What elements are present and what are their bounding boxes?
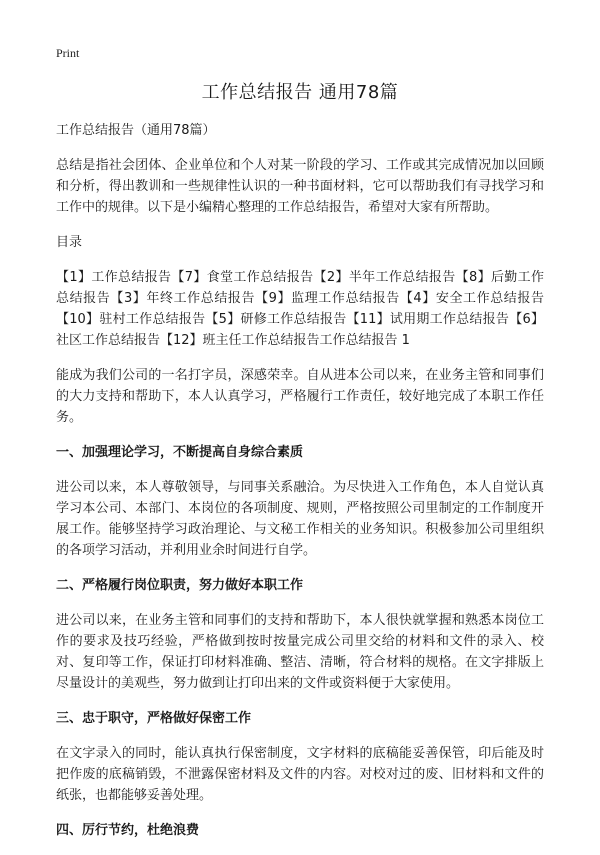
section-heading-3: 三、忠于职守，严格做好保密工作 [56, 711, 252, 726]
toc-list: 【1】工作总结报告【7】食堂工作总结报告【2】半年工作总结报告【8】后勤工作总结报告【3】年终工作总结报告【9】监理工作总结报告【4】安全工作总结报告【10】驻村工作总结报告【5】研修工作总结报告【11】试用期工作总结报告【6】社区工作总结报告【12】班主任工作总结报告工作总结报告 1 [56, 270, 544, 348]
intro-paragraph: 总结是指社会团体、企业单位和个人对某一阶段的学习、工作或其完成情况加以回顾和分析，得出教训和一些规律性认识的一种书面材料，它可以帮助我们有寻找学习和工作中的规律。以下是小编精心整理的工作总结报告，希望对大家有所帮助。 [56, 158, 544, 215]
section-body-2: 进公司以来，在业务主管和同事们的支持和帮助下，本人很快就掌握和熟悉本岗位工作的要求及技巧经验，严格做到按时按量完成公司里交给的材料和文件的录入、校对、复印等工作，保证打印材料准确、整洁、清晰，符合材料的规格。在文字排版上尽量设计的美观些，努力做到让打印出来的文件或资料便于大家使用。 [56, 613, 544, 691]
toc-heading: 目录 [56, 235, 83, 250]
document-subtitle: 工作总结报告（通用78篇） [56, 123, 216, 138]
document-body [56, 120, 544, 855]
document-title: 工作总结报告 通用78篇 [201, 82, 399, 103]
section-heading-2: 二、严格履行岗位职责，努力做好本职工作 [56, 578, 304, 593]
section-body-3: 在文字录入的同时，能认真执行保密制度，文字材料的底稿能妥善保管，印后能及时把作废的底稿销毁，不泄露保密材料及文件的内容。对校对过的废、旧材料和文件的纸张，也都能够妥善处理。 [56, 746, 544, 803]
section-heading-1: 一、加强理论学习，不断提高自身综合素质 [56, 445, 304, 460]
section-body-1: 进公司以来，本人尊敬领导，与同事关系融洽。为尽快进入工作角色，本人自觉认真学习本公司、本部门、本岗位的各项制度、规则，严格按照公司里制定的工作制度开展工作。能够坚持学习政治理论、与文秘工作相关的业务知识。积极参加公司里组织的各项学习活动，并利用业余时间进行自学。 [56, 480, 544, 558]
section-heading-4: 四、厉行节约，杜绝浪费 [56, 823, 200, 838]
print-link[interactable]: Print [56, 46, 80, 60]
opening-paragraph: 能成为我们公司的一名打字员，深感荣幸。自从进本公司以来，在业务主管和同事们的大力支持和帮助下，本人认真学习，严格履行工作责任，较好地完成了本职工作任务。 [56, 368, 544, 425]
